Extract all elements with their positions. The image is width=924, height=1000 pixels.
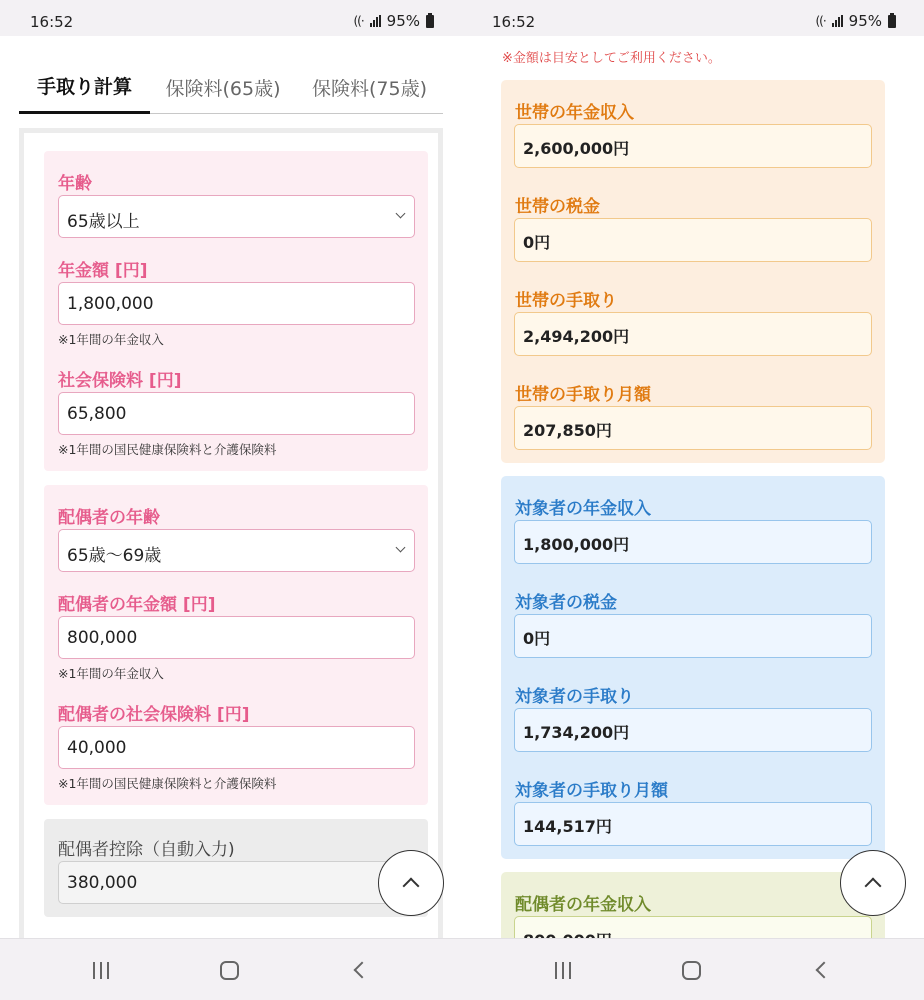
spouse-insurance-input[interactable]: 40,000 bbox=[58, 726, 415, 769]
subject-pension-label: 対象者の年金収入 bbox=[515, 499, 651, 519]
status-icons bbox=[815, 12, 896, 30]
subject-takehome-label: 対象者の手取り bbox=[515, 687, 634, 707]
chevron-up-icon bbox=[403, 878, 420, 895]
home-button[interactable] bbox=[676, 957, 706, 983]
tab-insurance-65[interactable]: 保険料(65歳) bbox=[165, 77, 281, 100]
household-results-card bbox=[501, 80, 885, 463]
status-time: 16:52 bbox=[30, 13, 74, 31]
navigation-bar bbox=[462, 938, 924, 1000]
wifi-icon: ((· bbox=[353, 14, 364, 28]
recent-apps-icon bbox=[555, 962, 571, 979]
insurance-input[interactable]: 65,800 bbox=[58, 392, 415, 435]
tab-bar bbox=[19, 60, 443, 114]
spouse-insurance-note: ※1年間の国民健康保険料と介護保険料 bbox=[58, 776, 277, 791]
right-screen bbox=[462, 0, 924, 1000]
battery-icon bbox=[888, 15, 896, 28]
subject-takehome-value: 1,734,200円 bbox=[514, 708, 872, 752]
status-time: 16:52 bbox=[492, 13, 536, 31]
spouse-age-select[interactable] bbox=[58, 529, 415, 572]
spouse-pension-label: 配偶者の年金額 [円] bbox=[58, 595, 216, 615]
back-icon bbox=[354, 962, 371, 979]
status-bar bbox=[462, 0, 924, 36]
home-button[interactable] bbox=[214, 957, 244, 983]
tab-insurance-75[interactable]: 保険料(75歳) bbox=[311, 77, 427, 100]
age-select-value: 65歳以上 bbox=[67, 212, 140, 232]
subject-pension-value: 1,800,000円 bbox=[514, 520, 872, 564]
subject-tax-label: 対象者の税金 bbox=[515, 593, 617, 613]
home-icon bbox=[220, 961, 239, 980]
self-section bbox=[44, 151, 428, 471]
back-icon bbox=[816, 962, 833, 979]
pension-input[interactable]: 1,800,000 bbox=[58, 282, 415, 325]
household-pension-value: 2,600,000円 bbox=[514, 124, 872, 168]
insurance-label: 社会保険料 [円] bbox=[58, 371, 182, 391]
subject-monthly-value: 144,517円 bbox=[514, 802, 872, 846]
age-label: 年齢 bbox=[58, 174, 92, 194]
household-monthly-label: 世帯の手取り月額 bbox=[515, 385, 651, 405]
home-icon bbox=[682, 961, 701, 980]
tab-takehome-calc[interactable]: 手取り計算 bbox=[19, 60, 150, 114]
household-tax-value: 0円 bbox=[514, 218, 872, 262]
subject-results-card bbox=[501, 476, 885, 859]
recent-apps-button[interactable] bbox=[86, 957, 116, 983]
recent-apps-button[interactable] bbox=[548, 957, 578, 983]
back-button[interactable] bbox=[344, 957, 374, 983]
household-takehome-label: 世帯の手取り bbox=[515, 291, 617, 311]
battery-percent: 95% bbox=[848, 12, 882, 30]
wifi-icon: ((· bbox=[815, 14, 826, 28]
household-tax-label: 世帯の税金 bbox=[515, 197, 600, 217]
status-bar bbox=[0, 0, 462, 36]
spouse-pension-note: ※1年間の年金収入 bbox=[58, 666, 164, 681]
back-button[interactable] bbox=[806, 957, 836, 983]
deduction-label: 配偶者控除（自動入力) bbox=[58, 840, 235, 860]
deduction-section bbox=[44, 819, 428, 917]
chevron-down-icon bbox=[396, 209, 406, 219]
household-pension-label: 世帯の年金収入 bbox=[515, 103, 634, 123]
pension-note: ※1年間の年金収入 bbox=[58, 332, 164, 347]
calculator-form bbox=[19, 128, 443, 958]
household-monthly-value: 207,850円 bbox=[514, 406, 872, 450]
deduction-input: 380,000 bbox=[58, 861, 415, 904]
subject-monthly-label: 対象者の手取り月額 bbox=[515, 781, 668, 801]
chevron-up-icon bbox=[865, 878, 882, 895]
spouse-pension-result-label: 配偶者の年金収入 bbox=[515, 895, 651, 915]
status-icons bbox=[353, 12, 434, 30]
battery-icon bbox=[426, 15, 434, 28]
spouse-section bbox=[44, 485, 428, 805]
subject-tax-value: 0円 bbox=[514, 614, 872, 658]
recent-apps-icon bbox=[93, 962, 109, 979]
age-select[interactable] bbox=[58, 195, 415, 238]
scroll-to-top-button[interactable] bbox=[378, 850, 444, 916]
disclaimer-text: ※金額は目安としてご利用ください。 bbox=[502, 51, 721, 66]
spouse-insurance-label: 配偶者の社会保険料 [円] bbox=[58, 705, 250, 725]
signal-icon bbox=[832, 15, 843, 27]
insurance-note: ※1年間の国民健康保険料と介護保険料 bbox=[58, 442, 277, 457]
spouse-age-label: 配偶者の年齢 bbox=[58, 508, 160, 528]
pension-label: 年金額 [円] bbox=[58, 261, 148, 281]
chevron-down-icon bbox=[396, 543, 406, 553]
spouse-age-select-value: 65歳〜69歳 bbox=[67, 546, 162, 566]
signal-icon bbox=[370, 15, 381, 27]
scroll-to-top-button[interactable] bbox=[840, 850, 906, 916]
navigation-bar bbox=[0, 938, 462, 1000]
spouse-pension-input[interactable]: 800,000 bbox=[58, 616, 415, 659]
battery-percent: 95% bbox=[386, 12, 420, 30]
household-takehome-value: 2,494,200円 bbox=[514, 312, 872, 356]
